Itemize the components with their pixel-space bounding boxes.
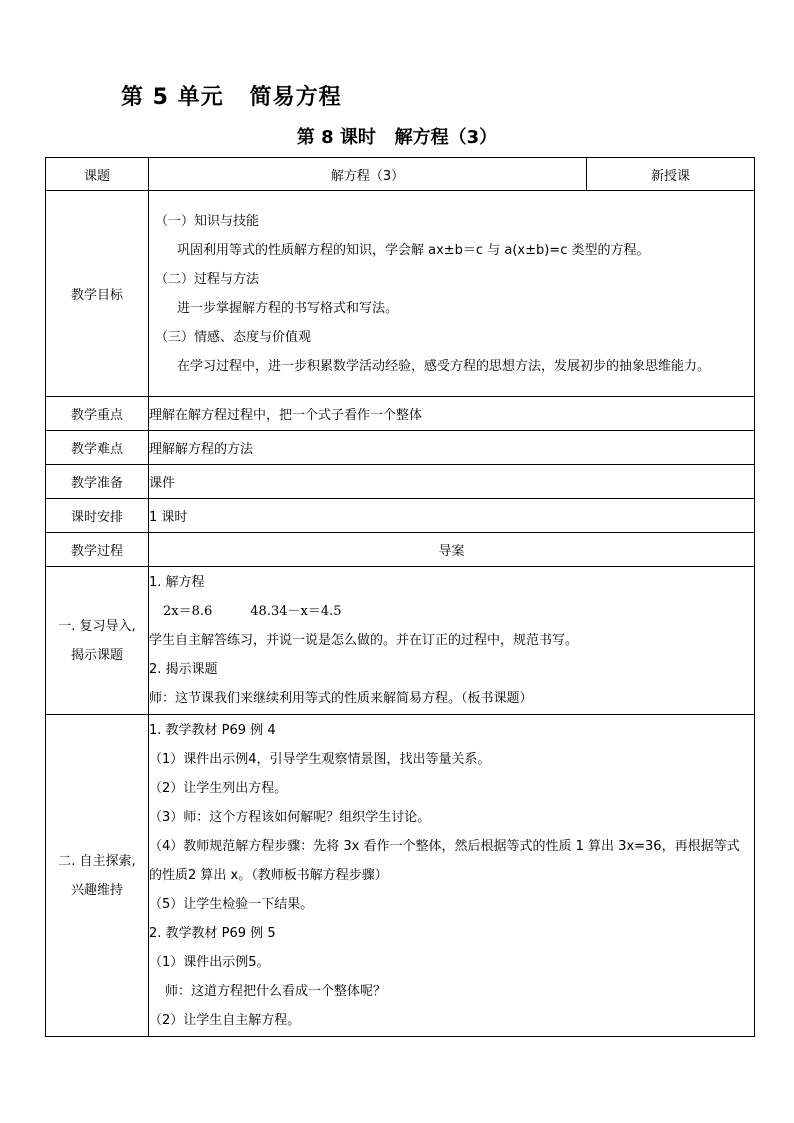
objective-heading-process: （二）过程与方法 (155, 271, 260, 287)
section-1-content (149, 567, 755, 715)
table-row-difficulty (46, 431, 755, 465)
table-row-section-1 (46, 567, 755, 715)
section-2-line-5: （4）教师规范解方程步骤：先将 3x 看作一个整体，然后根据等式的性质 1 算出 3x=36，再根据等式的性质2 算出 x。（教师板书解方程步骤） (149, 839, 740, 883)
section-1-label-line-2: 揭示课题 (70, 647, 123, 663)
topic-value: 解方程（3） (149, 158, 587, 191)
topic-label: 课题 (46, 158, 149, 191)
schedule-label: 课时安排 (46, 499, 149, 533)
section-2-line-8: （1）课件出示例5。 (149, 955, 270, 970)
section-2-line-3: （2）让学生列出方程。 (149, 781, 288, 796)
section-2-label-line-2: 兴趣维持 (70, 882, 123, 898)
key-point-label: 教学重点 (46, 397, 149, 431)
key-point-value: 理解在解方程过程中，把一个式子看作一个整体 (149, 397, 755, 431)
lesson-type: 新授课 (587, 158, 755, 191)
table-row-key-point (46, 397, 755, 431)
process-label: 教学过程 (46, 533, 149, 567)
lesson-plan-table (45, 157, 755, 1037)
section-1-line-5: 师：这节课我们来继续利用等式的性质来解简易方程。（板书课题） (149, 691, 533, 706)
section-2-line-4: （3）师：这个方程该如何解呢？组织学生讨论。 (149, 810, 431, 825)
section-1-equations (149, 597, 754, 626)
objective-heading-attitude: （三）情感、态度与价值观 (155, 329, 312, 345)
section-2-line-7: 2. 教学教材 P69 例 5 (149, 926, 276, 941)
table-row-section-2 (46, 715, 755, 1037)
section-2-line-10: （2）让学生自主解方程。 (149, 1013, 301, 1028)
table-row-objectives (46, 191, 755, 397)
objective-process-text: 进一步掌握解方程的书写格式和写法。 (177, 300, 399, 316)
section-2-line-9: 师：这道方程把什么看成一个整体呢？ (165, 984, 387, 999)
objectives-content (149, 191, 755, 397)
equation-2: 48.34－x＝4.5 (250, 604, 342, 619)
objectives-label: 教学目标 (46, 191, 149, 397)
table-row-topic (46, 158, 755, 191)
preparation-label: 教学准备 (46, 465, 149, 499)
objective-knowledge-text: 巩固利用等式的性质解方程的知识，学会解 ax±b＝c 与 a(x±b)=c 类型的方程。 (177, 242, 650, 258)
section-2-line-2: （1）课件出示例4，引导学生观察情景图，找出等量关系。 (149, 752, 491, 767)
equation-1: 2x＝8.6 (163, 604, 213, 619)
difficulty-value: 理解解方程的方法 (149, 431, 755, 465)
section-1-line-4: 2. 揭示课题 (149, 662, 218, 677)
table-row-process (46, 533, 755, 567)
section-1-label-line-1: 一. 复习导入, (58, 618, 136, 634)
section-2-label (46, 715, 149, 1037)
section-2-line-6: （5）让学生检验一下结果。 (149, 897, 314, 912)
section-1-label (46, 567, 149, 715)
table-row-schedule (46, 499, 755, 533)
schedule-value: 1 课时 (149, 499, 755, 533)
preparation-value: 课件 (149, 465, 755, 499)
section-2-label-line-1: 二. 自主探索, (58, 853, 136, 869)
section-2-line-1: 1. 教学教材 P69 例 4 (149, 723, 276, 738)
lesson-title: 第 8 课时 解方程（3） (296, 127, 498, 148)
objective-heading-knowledge: （一）知识与技能 (155, 213, 260, 229)
section-1-line-1: 1. 解方程 (149, 575, 205, 590)
section-2-content (149, 715, 755, 1037)
unit-title: 第 5 单元 简易方程 (121, 85, 342, 110)
difficulty-label: 教学难点 (46, 431, 149, 465)
section-1-line-3: 学生自主解答练习，并说一说是怎么做的。并在订正的过程中，规范书写。 (149, 633, 579, 648)
objective-attitude-text: 在学习过程中，进一步积累数学活动经验，感受方程的思想方法，发展初步的抽象思维能力。 (177, 358, 711, 374)
table-row-preparation (46, 465, 755, 499)
process-value: 导案 (149, 533, 755, 567)
